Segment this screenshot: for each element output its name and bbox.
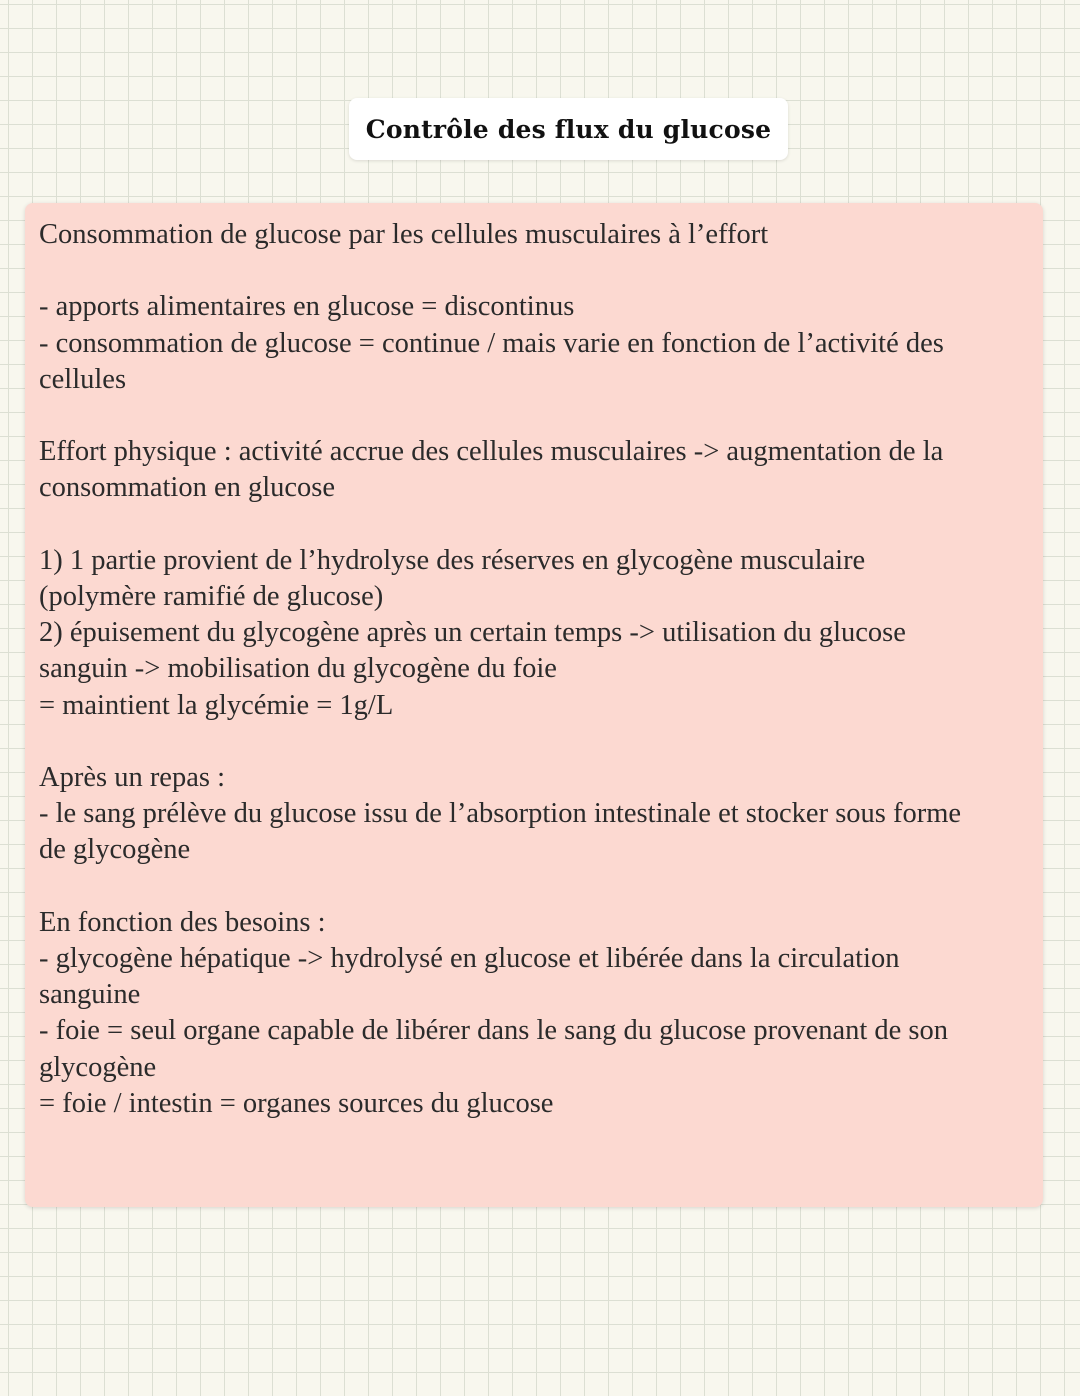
note-line: - glycogène hépatique -> hydrolysé en glucose et libérée dans la circulation <box>39 942 900 974</box>
blank-line <box>39 507 1029 543</box>
note-line: cellules <box>39 363 127 395</box>
note-line: - consommation de glucose = continue / mais varie en fonction de l’activité des <box>39 327 944 359</box>
blank-line <box>39 398 1029 434</box>
note-line: - le sang prélève du glucose issu de l’absorption intestinale et stocker sous forme <box>39 798 962 830</box>
note-line: = maintient la glycémie = 1g/L <box>39 689 394 721</box>
note-line: Effort physique : activité accrue des cellules musculaires -> augmentation de la <box>39 436 944 468</box>
note-line: de glycogène <box>39 834 191 866</box>
page-title: Contrôle des flux du glucose <box>365 114 772 144</box>
note-card <box>25 203 1043 1207</box>
note-line: sanguin -> mobilisation du glycogène du foie <box>39 653 557 685</box>
note-line: Consommation de glucose par les cellules musculaires à l’effort <box>39 219 769 250</box>
note-line: - foie = seul organe capable de libérer dans le sang du glucose provenant de son <box>39 1015 949 1047</box>
note-line: 1) 1 partie provient de l’hydrolyse des réserves en glycogène musculaire <box>39 544 866 576</box>
note-line: - apports alimentaires en glucose = discontinus <box>39 291 575 323</box>
note-line: (polymère ramifié de glucose) <box>39 580 384 612</box>
blank-line <box>39 869 1029 905</box>
note-line: En fonction des besoins : <box>39 906 326 938</box>
note-line: = foie / intestin = organes sources du glucose <box>39 1087 554 1119</box>
title-card <box>349 98 788 160</box>
blank-line <box>39 253 1029 289</box>
blank-line <box>39 724 1029 760</box>
note-line: Après un repas : <box>39 761 225 793</box>
note-line: sanguine <box>39 979 141 1011</box>
note-line: consommation en glucose <box>39 472 336 504</box>
note-line: 2) épuisement du glycogène après un certain temps -> utilisation du glucose <box>39 617 906 649</box>
note-line: glycogène <box>39 1051 157 1083</box>
